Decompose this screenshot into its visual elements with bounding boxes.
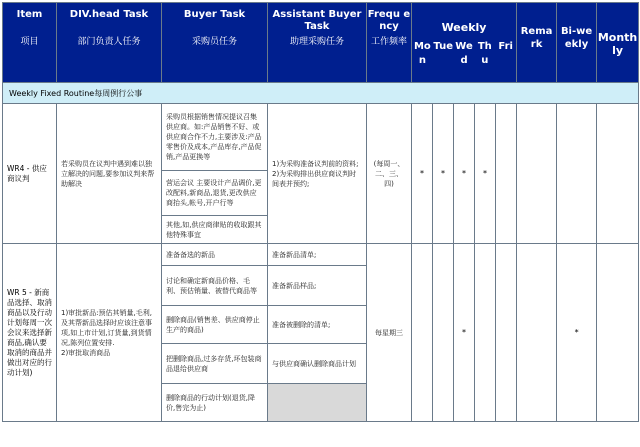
wr5-assist-1: 准备新品清单; [268, 244, 367, 266]
wr5-biweekly: * [557, 244, 597, 422]
wr5-monthly [597, 244, 639, 422]
wr4-monthly [597, 104, 639, 244]
wr5-row-1 [3, 244, 639, 266]
wr4-frequency: (每周一、二、三、四) [367, 104, 412, 244]
weekday-row [412, 34, 516, 68]
wr5-remark [517, 244, 557, 422]
header-thu: Thu [477, 41, 492, 66]
header-mon: Mon [413, 41, 431, 66]
header-biweekly: Bi-weekly [557, 3, 597, 83]
header-monthly: Monthly [597, 3, 639, 83]
wr4-mark-wed: * [454, 104, 475, 244]
section-title: Weekly Fixed Routine每周例行公事 [3, 83, 639, 104]
header-weekly: Weekly [441, 21, 487, 34]
wr4-mark-thu: * [475, 104, 496, 244]
wr5-mark-mon [412, 244, 433, 422]
wr5-assist-2: 准备新品样品; [268, 266, 367, 306]
wr5-div-task: 1)审批新品:预估其销量,毛利,及其帮新品选择时应该注意事项,如上市计划,订货量,到货情况,陈列位置安排. 2)审批取消商品 [57, 244, 162, 422]
wr5-frequency: 每星期三 [367, 244, 412, 422]
wr5-mark-tue [433, 244, 454, 422]
wr4-row-1 [3, 104, 639, 171]
header-item: Item 项目 [3, 3, 57, 83]
header-weekly-days [412, 3, 517, 83]
wr4-assist-task: 1)为采购准备议判前的资料; 2)为采购排出供应商议判时间表并预约; [268, 104, 367, 244]
header-wed: Wed [455, 41, 473, 66]
wr5-mark-wed: * [454, 244, 475, 422]
header-buyer-task: Buyer Task 采购员任务 [162, 3, 268, 83]
wr4-buyer-task-3: 其他,如,供应商律贴的收取跟其他特殊事宜 [162, 216, 268, 244]
wr5-mark-fri [496, 244, 517, 422]
wr4-buyer-task-2: 营运会议 主要设计产品调价,更改配料,新商品,退货,更改供应商抬头,帐号,开户行等 [162, 171, 268, 216]
header-remark: Remark [517, 3, 557, 83]
header-fri: Fri [498, 41, 513, 52]
wr5-item: WR 5 - 新商品选择、取消商品以及行动计划每周一次会议来选择新商品,确认要取消的商品并做出对应的行动计划) [3, 244, 57, 422]
wr5-assist-3: 准备被删除的清单; [268, 306, 367, 344]
section-row [3, 83, 639, 104]
wr5-buyer-5: 删除商品的行动计划(退货,降价,售完为止) [162, 384, 268, 422]
wr5-buyer-3: 删除商品(销售差、供应商停止生产的商品) [162, 306, 268, 344]
header-frequency: Frequ ency 工作频率 [367, 3, 412, 83]
wr5-mark-thu [475, 244, 496, 422]
wr4-item: WR4 - 供应商议判 [3, 104, 57, 244]
wr5-buyer-1: 准备备选的新品 [162, 244, 268, 266]
wr4-buyer-task-1: 采购员根据销售情况提议召集供应商。如:产品销售不好、或供应商合作不力,主要涉及:产品零售价及成本,产品库存,产品促销,产品更换等 [162, 104, 268, 171]
wr4-remark [517, 104, 557, 244]
wr5-buyer-2: 讨论和确定新商品价格、毛利、预估销量、被替代商品等 [162, 266, 268, 306]
wr4-mark-fri [496, 104, 517, 244]
wr4-mark-mon: * [412, 104, 433, 244]
wr4-biweekly [557, 104, 597, 244]
routine-table [2, 2, 639, 422]
header-tue: Tue [433, 41, 454, 52]
wr5-buyer-4: 把删除商品,过多存货,坏包装商品退给供应商 [162, 344, 268, 384]
wr5-assist-5 [268, 384, 367, 422]
wr4-mark-tue: * [433, 104, 454, 244]
header-div-task: DIV.head Task 部门负责人任务 [57, 3, 162, 83]
header-row [3, 3, 639, 83]
wr5-assist-4: 与供应商确认删除商品计划 [268, 344, 367, 384]
header-assistant-task: Assistant Buyer Task 助理采购任务 [268, 3, 367, 83]
wr4-div-task: 若采购员在议判中遇到难以独立解决的问题,要参加议判来帮助解决 [57, 104, 162, 244]
